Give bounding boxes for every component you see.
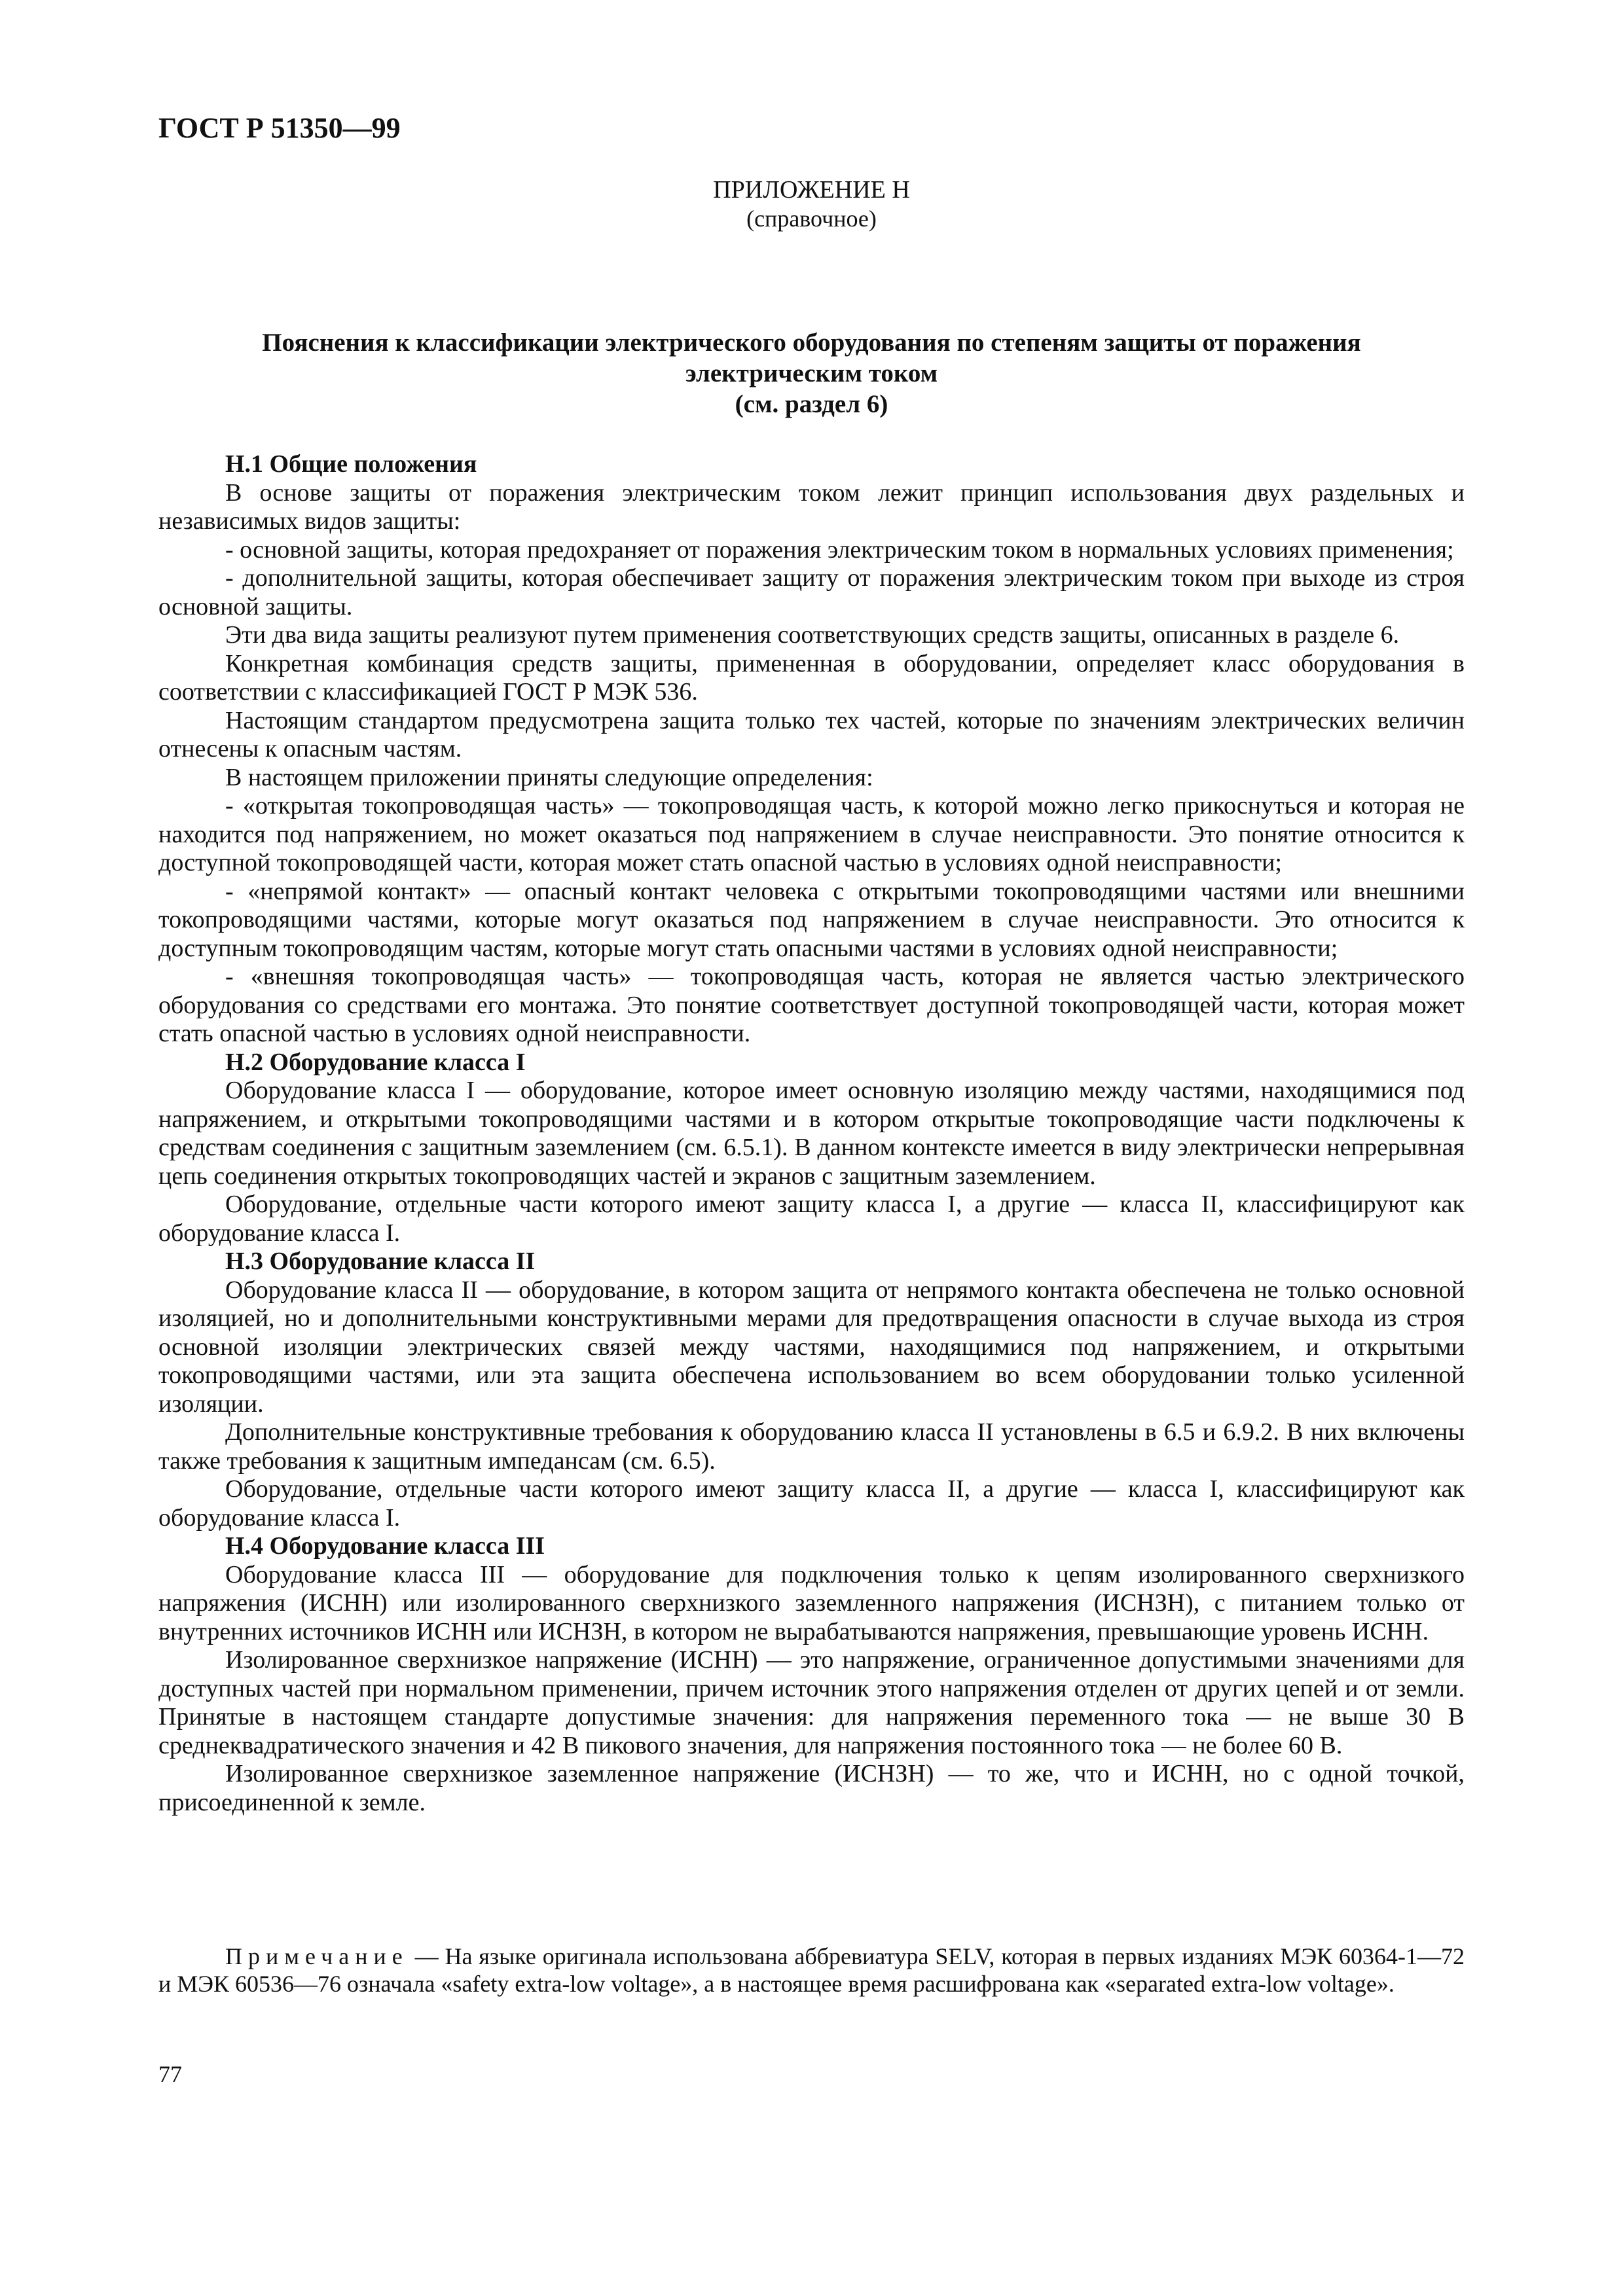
paragraph: Изолированное сверхнизкое напряжение (ИСНН) — это напряжение, ограниченное допустимыми значениями для доступных частей при нормальном применении, причем источник этого напряжения отделен от других цепей и от земли. Принятые в настоящем стандарте допустимые значения: для напряжения переменного тока — не выше 30 В среднеквадратического значения и 42 В пикового значения, для напряжения постоянного тока — не более 60 В.: [158, 1646, 1465, 1759]
paragraph: - основной защиты, которая предохраняет от поражения электрическим током в нормальных условиях применения;: [225, 535, 1454, 564]
note-label: Примечание: [225, 1943, 409, 1969]
page-number: 77: [158, 2061, 182, 2087]
section-heading-h2: Н.2 Оборудование класса I: [225, 1048, 526, 1076]
title-line-3: (см. раздел 6): [735, 390, 888, 418]
document-body: [158, 450, 1465, 1817]
paragraph: Оборудование класса II — оборудование, в котором защита от непрямого контакта обеспечена не только основной изоляцией, но и дополнительными конструктивными мерами для предотвращения опасности в случае выхода из строя основной изоляции электрических связей между частями, находящимися под напряжением, и открытыми токопроводящими частями, или эта защита обеспечена использованием во всем оборудовании только усиленной изоляции.: [158, 1276, 1465, 1418]
paragraph: - «непрямой контакт» — опасный контакт человека с открытыми токопроводящими частями или внешними токопроводящими частями, которые могут оказаться под напряжением в случае неисправности. Это относится к доступным токопроводящим частям, которые могут стать опасными частями в условиях одной неисправности;: [158, 877, 1465, 962]
paragraph: Эти два вида защиты реализуют путем применения соответствующих средств защиты, описанных в разделе 6.: [225, 621, 1400, 649]
note-text: — На языке оригинала использована аббревиатура SELV, которая в первых изданиях МЭК 60364-1—72 и МЭК 60536—76 означала «safety extra-low voltage», а в настоящее время расшифрована как «separated extra-low voltage».: [158, 1943, 1465, 1997]
title-line-2: электрическим током: [685, 359, 938, 387]
annex-subtitle: (справочное): [746, 206, 877, 232]
title-line-1: Пояснения к классификации электрического оборудования по степеням защиты от поражения: [262, 329, 1361, 357]
paragraph: В настоящем приложении приняты следующие определения:: [225, 763, 873, 791]
standard-code: ГОСТ Р 51350—99: [158, 112, 401, 144]
paragraph: Дополнительные конструктивные требования к оборудованию класса II установлены в 6.5 и 6.9.2. В них включены также требования к защитным импедансам (см. 6.5).: [158, 1418, 1465, 1475]
paragraph: - «открытая токопроводящая часть» — токопроводящая часть, к которой можно легко прикоснуться и которая не находится под напряжением, но может оказаться под напряжением в случае неисправности. Это понятие относится к доступной токопроводящей части, которая может стать опасной частью в условиях одной неисправности;: [158, 792, 1465, 876]
paragraph: Оборудование, отдельные части которого имеют защиту класса I, а другие — класса II, классифицируют как оборудование класса I.: [158, 1191, 1465, 1247]
annex-title: ПРИЛОЖЕНИЕ Н: [713, 176, 910, 204]
section-heading-h1: Н.1 Общие положения: [225, 450, 477, 478]
paragraph: - «внешняя токопроводящая часть» — токопроводящая часть, которая не является частью электрического оборудования со средствами его монтажа. Это понятие соответствует доступной токопроводящей части, которая может стать опасной частью в условиях одной неисправности.: [158, 963, 1465, 1047]
document-title: [158, 327, 1465, 420]
paragraph: Оборудование, отдельные части которого имеют защиту класса II, а другие — класса I, классифицируют как оборудование класса I.: [158, 1475, 1465, 1532]
paragraph: Оборудование класса III — оборудование для подключения только к цепям изолированного сверхнизкого напряжения (ИСНН) или изолированного сверхнизкого заземленного напряжения (ИСНЗН), с питанием только от внутренних источников ИСНН или ИСНЗН, в котором не вырабатываются напряжения, превышающие уровень ИСНН.: [158, 1560, 1465, 1645]
section-heading-h3: Н.3 Оборудование класса II: [225, 1247, 536, 1275]
paragraph: Настоящим стандартом предусмотрена защита только тех частей, которые по значениям электрических величин отнесены к опасным частям.: [158, 706, 1465, 762]
section-heading-h4: Н.4 Оборудование класса III: [225, 1532, 545, 1560]
paragraph: Конкретная комбинация средств защиты, примененная в оборудовании, определяет класс оборудования в соответствии с классификацией ГОСТ Р МЭК 536.: [158, 649, 1465, 706]
paragraph: В основе защиты от поражения электрическим током лежит принцип использования двух раздельных и независимых видов защиты:: [158, 478, 1465, 535]
paragraph: - дополнительной защиты, которая обеспечивает защиту от поражения электрическим током при выходе из строя основной защиты.: [158, 564, 1465, 620]
paragraph: Оборудование класса I — оборудование, которое имеет основную изоляцию между частями, находящимися под напряжением, и открытыми токопроводящими частями и в котором открытые токопроводящие части подключены к средствам соединения с защитным заземлением (см. 6.5.1). В данном контексте имеется в виду электрически непрерывная цепь соединения открытых токопроводящих частей и экранов с защитным заземлением.: [158, 1077, 1465, 1190]
note: [158, 1943, 1465, 1998]
paragraph: Изолированное сверхнизкое заземленное напряжение (ИСНЗН) — то же, что и ИСНН, но с одной точкой, присоединенной к земле.: [158, 1760, 1465, 1816]
